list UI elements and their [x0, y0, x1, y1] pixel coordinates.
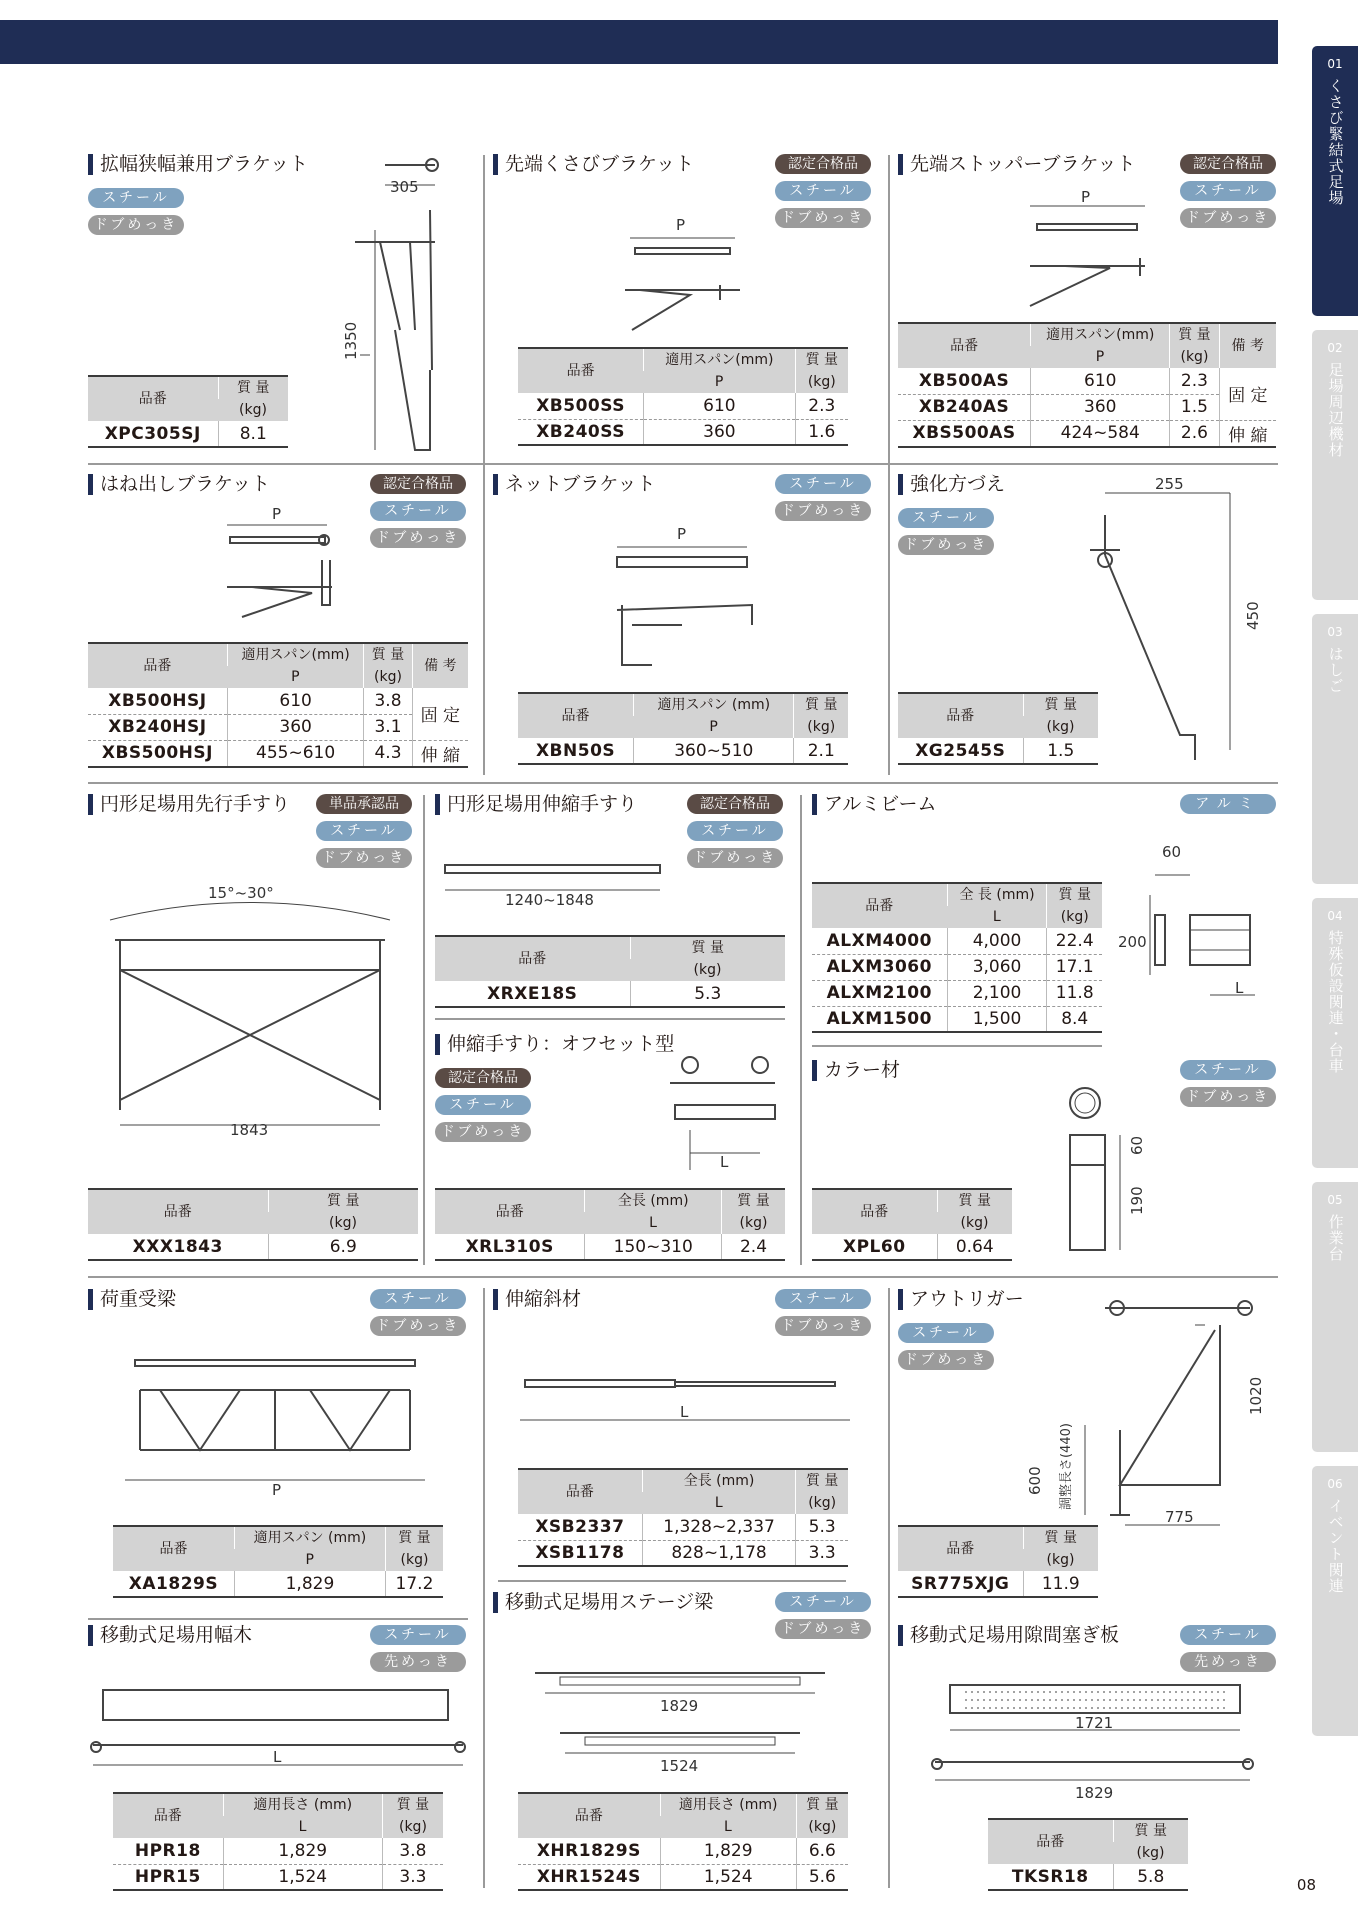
dim-p: P — [272, 505, 282, 523]
dim-p: P — [1081, 188, 1091, 206]
dim-l: L — [273, 1748, 282, 1766]
badge-cert: 認定合格品 — [370, 474, 466, 494]
dim-600: 600 — [1026, 1466, 1044, 1495]
table-row: ALXM2100 2,100 11.8 — [812, 980, 1102, 1006]
page-number: 08 — [1296, 1876, 1316, 1894]
badge-cert: 認定合格品 — [775, 154, 871, 174]
th-kg: (kg) — [218, 399, 288, 421]
section-title: アルミビーム — [812, 792, 936, 816]
spec-table-hanedashi: 品番 適用スパン(mm) 質 量 備 考 P (kg) XB500HSJ 610 3.8 固 定 XB240HSJ 360 3.1 XBS500HSJ 455~610 4.3 伸 縮 — [88, 642, 468, 768]
table-row: ALXM3060 3,060 17.1 — [812, 954, 1102, 980]
section-title: アウトリガー — [898, 1287, 1024, 1311]
badge-steel: スチール — [316, 821, 412, 841]
table-row: XPL60 0.64 — [812, 1234, 1012, 1260]
divider — [88, 463, 1278, 465]
badge-galv: ドブめっき — [687, 848, 783, 868]
badge-cert: 認定合格品 — [687, 794, 783, 814]
badge-steel: スチール — [435, 1095, 531, 1115]
table-row: XB500SS 610 2.3 — [518, 393, 848, 419]
badge-galv: 先めっき — [1180, 1652, 1276, 1672]
dim-1843: 1843 — [230, 1121, 269, 1139]
section-title: カラー材 — [812, 1058, 900, 1082]
badge-cert: 認定合格品 — [435, 1068, 531, 1088]
hanedashi-drawing — [222, 505, 342, 620]
divider — [88, 1276, 1278, 1278]
section-title: 強化方づえ — [898, 472, 1005, 496]
table-row: XB240HSJ 360 3.1 — [88, 714, 468, 740]
badge-cert: 認定合格品 — [1180, 154, 1276, 174]
outrigger-drawing — [1025, 1290, 1275, 1550]
dim-range: 1240~1848 — [505, 891, 594, 909]
spec-table-sentan-stopper: 品番 適用スパン(mm) 質 量 備 考 P (kg) XB500AS 610 2.3 固 定 XB240AS 360 1.5 XBS500AS 424~584 2.6 伸 縮 — [898, 322, 1276, 448]
table-row: ALXM1500 1,500 8.4 — [812, 1006, 1102, 1032]
spec-table-enkei-senko: 品番 質 量 (kg) XXX1843 6.9 — [88, 1188, 418, 1261]
offset-drawing — [665, 1045, 785, 1170]
spec-table-shasai: 品番 全長 (mm) 質 量 L (kg) XSB2337 1,328~2,337 5.3 XSB1178 828~1,178 3.3 — [518, 1468, 848, 1567]
divider — [483, 1288, 485, 1888]
dim-775: 775 — [1165, 1508, 1194, 1526]
dim-1350: 1350 — [342, 321, 360, 360]
side-tab-2[interactable]: 02 足場周辺機材 — [1312, 330, 1358, 600]
side-tab-5[interactable]: 05 作業台 — [1312, 1182, 1358, 1452]
section-title: 拡幅狭幅兼用ブラケット — [88, 152, 308, 176]
spec-table-outrigger: 品番 質 量 (kg) SR775XJG 11.9 — [898, 1525, 1098, 1598]
badge-galv: ドブめっき — [316, 848, 412, 868]
badge-galv: ドブめっき — [1180, 1087, 1276, 1107]
dim-60: 60 — [1128, 1135, 1146, 1155]
dim-1524: 1524 — [660, 1757, 699, 1775]
dim-l: L — [1235, 979, 1244, 997]
section-title: 移動式足場用ステージ梁 — [493, 1590, 713, 1614]
dim-p: P — [677, 525, 687, 543]
section-title: 荷重受梁 — [88, 1287, 176, 1311]
dim-angle: 15°~30° — [208, 884, 274, 902]
table-row: XRL310S 150~310 2.4 — [435, 1234, 785, 1260]
section-title: 先端ストッパーブラケット — [898, 152, 1136, 176]
dim-255: 255 — [1155, 475, 1184, 493]
sentan-stopper-drawing — [1025, 188, 1155, 313]
badge-galv: ドブめっき — [1180, 208, 1276, 228]
badge-steel: スチール — [1180, 1625, 1276, 1645]
enkei-shinshuku-drawing — [440, 855, 680, 910]
side-tab-6[interactable]: 06 イベント関連 — [1312, 1466, 1358, 1736]
spec-table-net: 品番 適用スパン (mm) 質 量 P (kg) XBN50S 360~510 2.1 — [518, 692, 848, 765]
badge-steel: スチール — [370, 1625, 466, 1645]
badge-galv: ドブめっき — [775, 1619, 871, 1639]
dim-450: 450 — [1244, 601, 1262, 630]
badge-steel: スチール — [370, 1289, 466, 1309]
badge-steel: スチール — [775, 474, 871, 494]
net-drawing — [612, 525, 762, 675]
sentan-kusabi-drawing — [620, 210, 750, 335]
table-row: XBS500HSJ 455~610 4.3 伸 縮 — [88, 740, 468, 767]
table-row: XRXE18S 5.3 — [435, 981, 785, 1007]
table-row: XPC305SJ 8.1 — [88, 421, 288, 447]
table-row: XSB2337 1,328~2,337 5.3 — [518, 1514, 848, 1540]
dim-1020: 1020 — [1247, 1376, 1265, 1415]
th-hinban: 品番 — [88, 376, 218, 421]
badge-galv: ドブめっき — [898, 535, 994, 555]
table-row: XHR1524S 1,524 5.6 — [518, 1864, 848, 1890]
section-title: 移動式足場用隙間塞ぎ板 — [898, 1623, 1119, 1647]
stage-drawing — [530, 1655, 840, 1785]
section-title: 移動式足場用幅木 — [88, 1623, 252, 1647]
table-row: XG2545S 1.5 — [898, 738, 1098, 764]
dim-1829: 1829 — [660, 1697, 699, 1715]
badge-steel: スチール — [1180, 181, 1276, 201]
divider — [498, 1580, 846, 1582]
badge-galv: ドブめっき — [775, 501, 871, 521]
side-tab-3[interactable]: 03 はしご — [1312, 614, 1358, 884]
section-title: 伸縮斜材 — [493, 1287, 581, 1311]
badge-galv: ドブめっき — [775, 208, 871, 228]
spec-table-habaki: 品番 適用長さ (mm) 質 量 L (kg) HPR18 1,829 3.8 HPR15 1,524 3.3 — [113, 1792, 443, 1891]
table-row: XXX1843 6.9 — [88, 1234, 418, 1260]
dim-l: L — [720, 1153, 729, 1171]
table-row: SR775XJG 11.9 — [898, 1571, 1098, 1597]
table-row: XSB1178 828~1,178 3.3 — [518, 1540, 848, 1566]
table-row: XA1829S 1,829 17.2 — [113, 1571, 443, 1597]
kyoka-drawing — [1080, 475, 1280, 775]
divider — [888, 155, 890, 775]
spec-table-sentan-kusabi: 品番 適用スパン(mm) 質 量 P (kg) XB500SS 610 2.3 XB240SS 360 1.6 — [518, 347, 848, 446]
table-row: XBS500AS 424~584 2.6 伸 縮 — [898, 420, 1276, 447]
badge-steel: スチール — [775, 181, 871, 201]
enkei-senko-drawing — [100, 880, 400, 1150]
section-title: 円形足場用伸縮手すり — [435, 792, 637, 816]
table-row: XB240SS 360 1.6 — [518, 419, 848, 445]
shasai-drawing — [505, 1365, 855, 1445]
badge-steel: スチール — [687, 821, 783, 841]
dim-adjust: 調整長さ(440) — [1059, 1423, 1074, 1510]
collar-drawing — [1060, 1085, 1170, 1265]
dim-200: 200 — [1118, 933, 1147, 951]
badge-galv: ドブめっき — [435, 1122, 531, 1142]
dim-1829: 1829 — [1075, 1784, 1114, 1802]
section-title: 伸縮手すり：オフセット型 — [435, 1032, 674, 1056]
kakufuku-drawing — [260, 150, 480, 450]
badge-galv: 先めっき — [370, 1652, 466, 1672]
dim-190: 190 — [1128, 1186, 1146, 1215]
divider — [812, 1045, 1102, 1047]
section-title: 先端くさびブラケット — [493, 152, 694, 176]
spec-table-offset: 品番 全長 (mm) 質 量 L (kg) XRL310S 150~310 2.4 — [435, 1188, 785, 1261]
table-row: XB500HSJ 610 3.8 固 定 — [88, 688, 468, 714]
header-bar — [0, 20, 1278, 64]
table-row: XBN50S 360~510 2.1 — [518, 738, 848, 764]
table-row: HPR18 1,829 3.8 — [113, 1838, 443, 1864]
dim-l: L — [680, 1403, 689, 1421]
spec-table-stage: 品番 適用長さ (mm) 質 量 L (kg) XHR1829S 1,829 6.6 XHR1524S 1,524 5.6 — [518, 1792, 848, 1891]
badge-alumi: アルミ — [1180, 794, 1276, 814]
table-row: XHR1829S 1,829 6.6 — [518, 1838, 848, 1864]
spec-table-collar: 品番 質 量 (kg) XPL60 0.64 — [812, 1188, 1012, 1261]
dim-1721: 1721 — [1075, 1714, 1114, 1732]
divider — [423, 795, 425, 1265]
badge-galv: ドブめっき — [898, 1350, 994, 1370]
table-row: XB240AS 360 1.5 — [898, 394, 1276, 420]
sukima-drawing — [925, 1680, 1265, 1800]
side-tab-1[interactable]: 01 くさび緊結式足場 — [1312, 46, 1358, 316]
kaju-drawing — [120, 1350, 430, 1500]
table-row: HPR15 1,524 3.3 — [113, 1864, 443, 1890]
badge-steel: スチール — [88, 188, 184, 208]
section-title: 円形足場用先行手すり — [88, 792, 290, 816]
divider — [88, 1618, 468, 1620]
badge-steel: スチール — [898, 1323, 994, 1343]
badge-steel: スチール — [775, 1592, 871, 1612]
section-title: はね出しブラケット — [88, 472, 270, 496]
dim-p: P — [272, 1481, 282, 1499]
th-mass: 質 量 — [218, 376, 288, 399]
badge-steel: スチール — [1180, 1060, 1276, 1080]
divider — [800, 795, 802, 1265]
badge-steel: スチール — [898, 508, 994, 528]
spec-table-alumi-beam: 品番 全 長 (mm) 質 量 L (kg) ALXM4000 4,000 22.4 ALXM3060 3,060 17.1 ALXM2100 2,100 11.8 ALXM1500 1,500 8.4 — [812, 882, 1102, 1033]
habaki-drawing — [88, 1685, 473, 1775]
spec-table-kaju: 品番 適用スパン (mm) 質 量 P (kg) XA1829S 1,829 17.2 — [113, 1525, 443, 1598]
spec-table-enkei-shinshuku: 品番 質 量 (kg) XRXE18S 5.3 — [435, 935, 785, 1008]
section-title: ネットブラケット — [493, 472, 655, 496]
spec-table-kyoka: 品番 質 量 (kg) XG2545S 1.5 — [898, 692, 1098, 765]
badge-galv: ドブめっき — [775, 1316, 871, 1336]
table-row: ALXM4000 4,000 22.4 — [812, 928, 1102, 954]
dim-p: P — [676, 216, 686, 234]
badge-single: 単品承認品 — [316, 794, 412, 814]
divider — [888, 1288, 890, 1888]
side-tab-4[interactable]: 04 特殊仮設関連・台車 — [1312, 898, 1358, 1168]
dim-60: 60 — [1162, 843, 1182, 861]
table-row: TKSR18 5.8 — [988, 1864, 1188, 1890]
badge-steel: スチール — [775, 1289, 871, 1309]
alumi-beam-drawing — [1110, 835, 1280, 1025]
badge-galv: ドブめっき — [370, 1316, 466, 1336]
spec-table-sukima: 品番 質 量 (kg) TKSR18 5.8 — [988, 1818, 1188, 1891]
divider — [88, 782, 1278, 784]
badge-galv: ドブめっき — [370, 528, 466, 548]
badge-steel: スチール — [370, 501, 466, 521]
divider — [483, 155, 485, 775]
badge-galv: ドブめっき — [88, 215, 184, 235]
table-row: XB500AS 610 2.3 固 定 — [898, 368, 1276, 394]
dim-305: 305 — [390, 178, 419, 196]
spec-table-kakufuku — [88, 375, 288, 448]
